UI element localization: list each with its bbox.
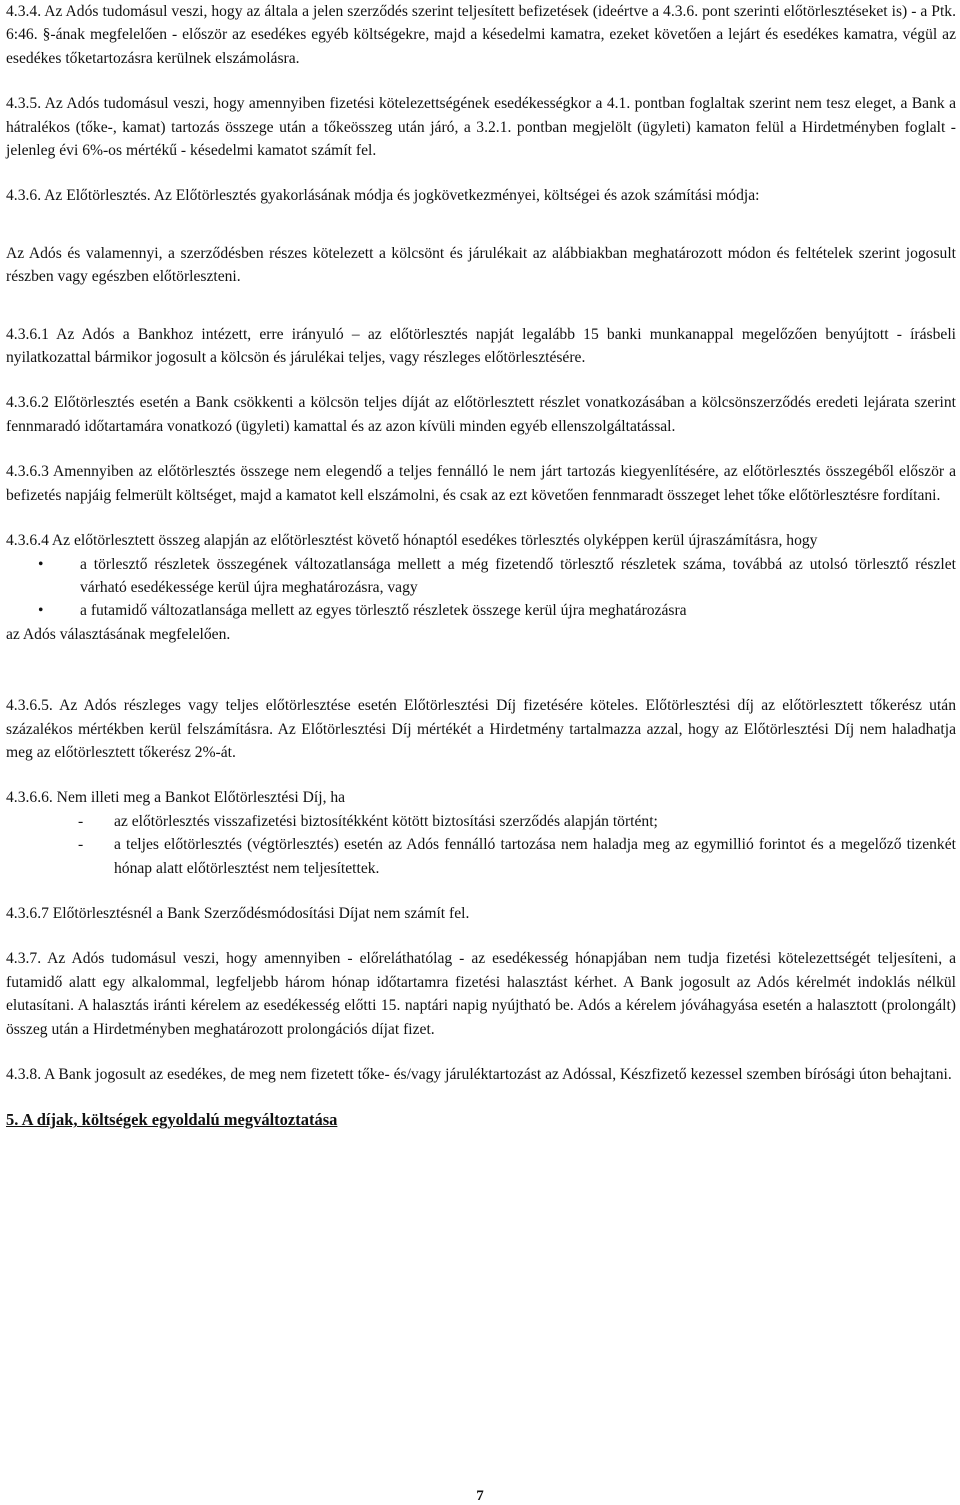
paragraph-4-3-6-1: 4.3.6.1 Az Adós a Bankhoz intézett, erre irányuló – az előtörlesztés napját legalább 15 banki munkanappal megelőzően benyújtott - írásbeli nyilatkozattal bármikor jogosult a kölcsön és járulékai teljes, vagy részleges előtörlesztésére.	[6, 325, 956, 367]
recalculation-options-list	[6, 553, 956, 623]
paragraph-4-3-6-6: 4.3.6.6. Nem illeti meg a Bankot Előtörlesztési Díj, ha	[6, 789, 346, 807]
page-number: 7	[476, 1488, 484, 1504]
list-item-text: a futamidő változatlansága mellett az egyes törlesztő részletek összege kerül újra meghatározásra	[80, 602, 687, 620]
dash-icon: -	[78, 812, 84, 830]
exemption-list	[6, 810, 956, 880]
bullet-icon: •	[38, 555, 44, 573]
list-item-text: a törlesztő részletek összegének változatlansága mellett a még fizetendő törlesztő részletek száma, továbbá az utolsó törlesztő részlet várható esedékessége kerül újra meghatározásra, vagy	[80, 555, 956, 596]
paragraph-4-3-6: 4.3.6. Az Előtörlesztés. Az Előtörlesztés gyakorlásának módja és jogkövetkezményei, költségei és azok számítási módja:	[6, 187, 760, 205]
paragraph-4-3-6-5: 4.3.6.5. Az Adós részleges vagy teljes előtörlesztése esetén Előtörlesztési Díj fizetésére köteles. Előtörlesztési díj az előtörlesztett tőkerész után százalékos mértékben kerül felszámításra. Az Előtörlesztési Díj mértékét a Hirdetmény tartalmazza azzal, hogy az Előtörlesztési Díj nem haladhatja meg az előtörlesztett tőkerész 2%-át.	[6, 697, 956, 761]
list-item	[38, 553, 956, 600]
list-item	[6, 833, 956, 880]
paragraph-4-3-6-intro: Az Adós és valamennyi, a szerződésben részes kötelezett a kölcsönt és járulékait az alábbiakban meghatározott módon és feltételek szerint jogosult részben vagy egészben előtörleszteni.	[6, 244, 956, 286]
paragraph-4-3-6-4: 4.3.6.4 Az előtörlesztett összeg alapján az előtörlesztést követő hónaptól esedékes törlesztés olyképpen kerül újraszámításra, hogy	[6, 532, 818, 550]
paragraph-4-3-6-3: 4.3.6.3 Amennyiben az előtörlesztés összege nem elegendő a teljes fennálló le nem járt tartozás kiegyenlítésére, az előtörlesztés összegéből először a befizetés napjáig felmerült költséget, majd a kamatot kell elszámolni, és csak az ezt követően fennmaradt összeget lehet tőke előtörlesztésre fordítani.	[6, 463, 956, 504]
paragraph-4-3-6-7: 4.3.6.7 Előtörlesztésnél a Bank Szerződésmódosítási Díjat nem számít fel.	[6, 904, 470, 922]
section-heading-5: 5. A díjak, költségek egyoldalú megváltoztatása	[6, 1110, 338, 1130]
list-item	[6, 810, 956, 833]
paragraph-4-3-6-2: 4.3.6.2 Előtörlesztés esetén a Bank csökkenti a kölcsön teljes díját az előtörlesztett részlet vonatkozásában a kölcsönszerződés eredeti lejárata szerint fennmaradó időtartamára vonatkozó (ügyleti) kamattal és az azon kívüli minden egyéb ellenszolgáltatással.	[6, 394, 956, 435]
paragraph-4-3-4: 4.3.4. Az Adós tudomásul veszi, hogy az általa a jelen szerződés szerint teljesített befizetések (ideértve a 4.3.6. pont szerinti előtörlesztéseket is) - a Ptk. 6:46. §-ának megfelelően - először az esedékes egyéb költségekre, majd a késedelmi kamatra, ezeket követően a lejárt és esedékes kamatra, végül az esedékes tőketartozásra kerülnek elszámolásra.	[6, 3, 956, 67]
list-item-text: a teljes előtörlesztés (végtörlesztés) esetén az Adós fennálló tartozása nem haladja meg az egymillió forintot és a megelőző tizenkét hónap alatt előtörlesztést nem teljesítettek.	[114, 836, 956, 877]
list-item	[38, 599, 956, 622]
paragraph-4-3-6-4-end: az Adós választásának megfelelően.	[6, 625, 231, 643]
bullet-icon: •	[38, 602, 44, 620]
dash-icon: -	[78, 836, 84, 854]
document-page	[6, 0, 956, 1132]
paragraph-4-3-7: 4.3.7. Az Adós tudomásul veszi, hogy amennyiben - előreláthatólag - az esedékesség hónapjában nem tudja fizetési kötelezettségét teljesíteni, a futamidő alatt egy alkalommal, legfeljebb három hónap időtartamra fizetési halasztást kérhet. A Bank jogosult az Adós kérelmét indoklás nélkül elutasítani. A halasztás iránti kérelem az esedékesség előtti 15. naptári napig nyújtható be. Adós a kérelem jóváhagyása esetén a halasztott (prolongált) összeg után a Hirdetményben meghatározott prolongációs díjat fizet.	[6, 950, 956, 1038]
paragraph-4-3-8: 4.3.8. A Bank jogosult az esedékes, de meg nem fizetett tőke- és/vagy járuléktartozást az Adóssal, Készfizető kezessel szemben bírósági úton behajtani.	[6, 1066, 952, 1083]
list-item-text: az előtörlesztés visszafizetési biztosítékként kötött biztosítási szerződés alapján történt;	[114, 812, 658, 830]
paragraph-4-3-5: 4.3.5. Az Adós tudomásul veszi, hogy amennyiben fizetési kötelezettségének esedékességkor a 4.1. pontban foglaltak szerint nem tesz eleget, a Bank a hátralékos (tőke-, kamat) tartozás összege után a tőkeösszeg után járó, a 3.2.1. pontban megjelölt (ügyleti) kamaton felül a Hirdetményben foglalt - jelenleg évi 6%-os mértékű - késedelmi kamatot számít fel.	[6, 95, 956, 160]
